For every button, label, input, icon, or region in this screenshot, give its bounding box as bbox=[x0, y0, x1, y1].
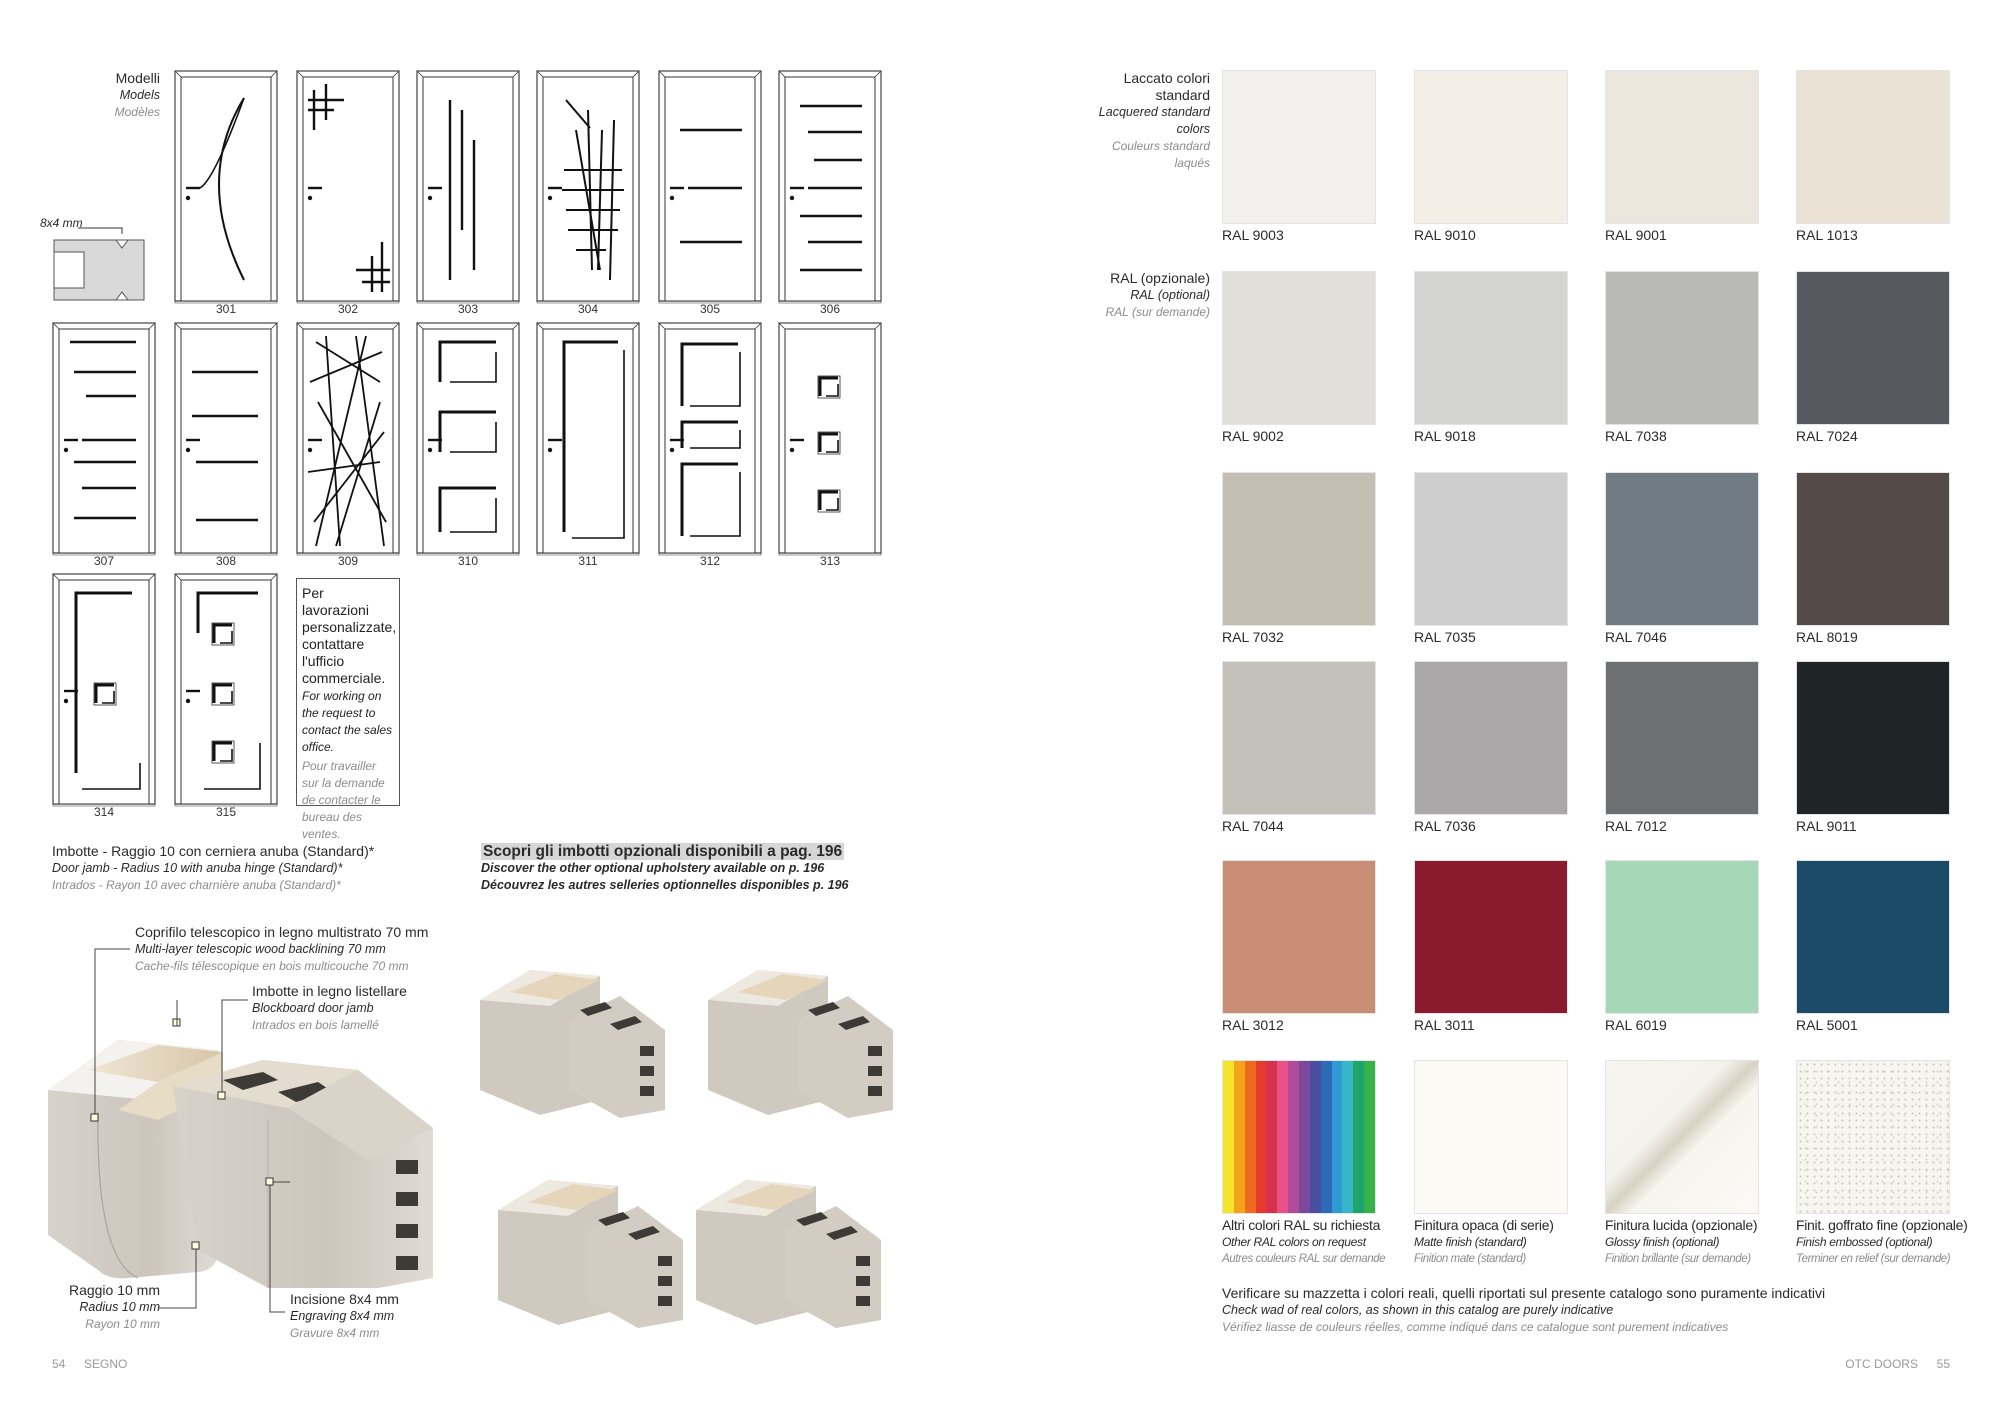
models-heading-fr: Modèles bbox=[114, 105, 160, 119]
color-swatch bbox=[1414, 860, 1568, 1014]
door-number: 304 bbox=[577, 302, 599, 316]
door-model-304 bbox=[536, 70, 640, 316]
finish-label bbox=[1605, 1217, 1795, 1268]
color-swatch-label: RAL 7035 bbox=[1414, 629, 1476, 645]
imbotte-it: Imbotte in legno listellare bbox=[252, 983, 407, 999]
finish-label-it: Finitura lucida (opzionale) bbox=[1605, 1217, 1758, 1233]
color-swatch bbox=[1222, 661, 1376, 815]
swatch-matte bbox=[1414, 1060, 1568, 1214]
lacquered-fr: Couleurs standard laqués bbox=[1111, 139, 1210, 170]
door-number: 301 bbox=[215, 302, 237, 316]
door-model-311 bbox=[536, 322, 640, 568]
raggio-fr: Rayon 10 mm bbox=[85, 1317, 160, 1331]
finish-label-fr: Autres couleurs RAL sur demande bbox=[1222, 1253, 1386, 1265]
rainbow-stripe bbox=[1223, 1061, 1234, 1213]
color-swatch-label: RAL 7024 bbox=[1796, 428, 1858, 444]
color-swatch-label: RAL 9018 bbox=[1414, 428, 1476, 444]
color-swatch-label: RAL 1013 bbox=[1796, 227, 1858, 243]
finish-label-fr: Finition brillante (sur demande) bbox=[1605, 1253, 1751, 1265]
left-footer-name: SEGNO bbox=[84, 1357, 128, 1371]
annotation-imbotte bbox=[252, 983, 407, 1034]
disclaimer bbox=[1222, 1285, 1825, 1336]
door-number: 309 bbox=[337, 554, 359, 568]
ral-heading-it: RAL (opzionale) bbox=[1110, 270, 1210, 286]
annotation-leaders bbox=[0, 0, 460, 1330]
door-drawing bbox=[778, 322, 882, 562]
annotation-coprifilo bbox=[135, 924, 428, 975]
color-swatch-label: RAL 5001 bbox=[1796, 1017, 1858, 1033]
color-swatch bbox=[1796, 661, 1950, 815]
door-number: 310 bbox=[457, 554, 479, 568]
jamb-en: Door jamb - Radius 10 with anuba hinge (Standard)* bbox=[52, 861, 343, 875]
door-drawing bbox=[536, 70, 640, 310]
color-swatch-label: RAL 9002 bbox=[1222, 428, 1284, 444]
jamb-fr: Intrados - Rayon 10 avec charnière anuba (Standard)* bbox=[52, 878, 341, 892]
door-number: 306 bbox=[819, 302, 841, 316]
ral-heading-fr: RAL (sur demande) bbox=[1105, 305, 1210, 319]
color-swatch-label: RAL 7012 bbox=[1605, 818, 1667, 834]
door-number: 314 bbox=[93, 805, 115, 819]
door-model-312 bbox=[658, 322, 762, 568]
left-footer bbox=[52, 1357, 127, 1371]
finish-label-it: Finit. goffrato fine (opzionale) bbox=[1796, 1217, 1968, 1233]
finish-label-fr: Finition mate (standard) bbox=[1414, 1253, 1526, 1265]
finish-label-en: Matte finish (standard) bbox=[1414, 1235, 1527, 1249]
raggio-en: Radius 10 mm bbox=[79, 1300, 160, 1314]
color-swatch bbox=[1796, 70, 1950, 224]
models-heading-it: Modelli bbox=[115, 70, 160, 86]
door-number: 312 bbox=[699, 554, 721, 568]
coprifilo-fr: Cache-fils télescopique en bois multicouche 70 mm bbox=[135, 959, 409, 973]
door-drawing bbox=[778, 70, 882, 310]
color-swatch bbox=[1414, 472, 1568, 626]
lacquered-heading bbox=[1090, 70, 1210, 172]
door-number: 308 bbox=[215, 554, 237, 568]
swatch-rainbow bbox=[1222, 1060, 1376, 1214]
color-swatch-label: RAL 6019 bbox=[1605, 1017, 1667, 1033]
rainbow-stripe bbox=[1234, 1061, 1245, 1213]
rainbow-stripe bbox=[1299, 1061, 1310, 1213]
finish-label bbox=[1796, 1217, 1986, 1268]
profile-label: 8x4 mm bbox=[40, 216, 83, 230]
lacquered-it: Laccato colori standard bbox=[1123, 70, 1210, 103]
door-drawing bbox=[536, 322, 640, 562]
finish-label bbox=[1414, 1217, 1604, 1268]
incisione-it: Incisione 8x4 mm bbox=[290, 1291, 399, 1307]
rainbow-stripe bbox=[1277, 1061, 1288, 1213]
color-swatch bbox=[1605, 860, 1759, 1014]
rainbow-stripe bbox=[1342, 1061, 1353, 1213]
rainbow-stripe bbox=[1353, 1061, 1364, 1213]
custom-note-en: For working on the request to contact the sales office. bbox=[302, 689, 393, 754]
door-number: 307 bbox=[93, 554, 115, 568]
disclaimer-en: Check wad of real colors, as shown in this catalog are purely indicative bbox=[1222, 1303, 1614, 1317]
door-number: 313 bbox=[819, 554, 841, 568]
swatch-glossy bbox=[1605, 1060, 1759, 1214]
color-swatch bbox=[1414, 70, 1568, 224]
discover-it: Scopri gli imbotti opzionali disponibili a pag. 196 bbox=[483, 843, 843, 860]
incisione-fr: Gravure 8x4 mm bbox=[290, 1326, 380, 1340]
lacquered-en: Lacquered standard colors bbox=[1098, 105, 1210, 136]
color-swatch bbox=[1605, 70, 1759, 224]
color-swatch-label: RAL 8019 bbox=[1796, 629, 1858, 645]
rainbow-stripe bbox=[1310, 1061, 1321, 1213]
optional-jamb-3 bbox=[498, 1160, 688, 1335]
color-swatch-label: RAL 9011 bbox=[1796, 818, 1857, 834]
color-swatch bbox=[1605, 271, 1759, 425]
color-swatch bbox=[1796, 472, 1950, 626]
color-swatch-label: RAL 7046 bbox=[1605, 629, 1667, 645]
annotation-raggio bbox=[40, 1282, 160, 1333]
right-footer bbox=[1800, 1357, 1950, 1371]
finish-label-it: Finitura opaca (di serie) bbox=[1414, 1217, 1554, 1233]
color-swatch-label: RAL 7036 bbox=[1414, 818, 1476, 834]
door-drawing bbox=[658, 322, 762, 562]
finish-label-en: Finish embossed (optional) bbox=[1796, 1235, 1933, 1249]
color-swatch bbox=[1222, 472, 1376, 626]
swatch-embossed bbox=[1796, 1060, 1950, 1214]
door-number: 303 bbox=[457, 302, 479, 316]
models-heading-en: Models bbox=[119, 88, 160, 102]
color-swatch-label: RAL 9001 bbox=[1605, 227, 1667, 243]
color-swatch bbox=[1222, 271, 1376, 425]
color-swatch bbox=[1414, 661, 1568, 815]
left-page-number: 54 bbox=[52, 1357, 66, 1371]
door-model-306 bbox=[778, 70, 882, 316]
custom-note-it: Per lavorazioni personalizzate, contattare l'ufficio commerciale. bbox=[302, 585, 397, 686]
coprifilo-en: Multi-layer telescopic wood backlining 70 mm bbox=[135, 942, 386, 956]
door-number: 315 bbox=[215, 805, 237, 819]
discover-link bbox=[481, 843, 849, 894]
color-swatch-label: RAL 9010 bbox=[1414, 227, 1476, 243]
finish-label-fr: Terminer en relief (sur demande) bbox=[1796, 1253, 1951, 1265]
rainbow-stripe bbox=[1332, 1061, 1343, 1213]
rainbow-stripe bbox=[1288, 1061, 1299, 1213]
color-swatch bbox=[1605, 472, 1759, 626]
color-swatch bbox=[1414, 271, 1568, 425]
disclaimer-fr: Vérifiez liasse de couleurs réelles, comme indiqué dans ce catalogue sont purement indicatives bbox=[1222, 1320, 1729, 1334]
ral-heading bbox=[1090, 270, 1210, 321]
optional-jamb-1 bbox=[480, 950, 670, 1125]
color-swatch bbox=[1796, 271, 1950, 425]
rainbow-stripe bbox=[1321, 1061, 1332, 1213]
color-swatch-label: RAL 7032 bbox=[1222, 629, 1284, 645]
jamb-it: Imbotte - Raggio 10 con cerniera anuba (Standard)* bbox=[52, 843, 375, 859]
coprifilo-it: Coprifilo telescopico in legno multistrato 70 mm bbox=[135, 924, 429, 940]
raggio-it: Raggio 10 mm bbox=[68, 1282, 160, 1298]
door-number: 311 bbox=[578, 554, 598, 568]
discover-en: Discover the other optional upholstery available on p. 196 bbox=[481, 861, 825, 875]
color-swatch bbox=[1605, 661, 1759, 815]
rainbow-stripe bbox=[1256, 1061, 1267, 1213]
color-swatch-label: RAL 9003 bbox=[1222, 227, 1284, 243]
color-swatch bbox=[1222, 860, 1376, 1014]
imbotte-fr: Intrados en bois lamellé bbox=[252, 1018, 379, 1032]
color-swatch-label: RAL 3012 bbox=[1222, 1017, 1284, 1033]
annotation-incisione bbox=[290, 1291, 399, 1342]
door-model-305 bbox=[658, 70, 762, 316]
finish-label-en: Glossy finish (optional) bbox=[1605, 1235, 1720, 1249]
color-swatch-label: RAL 3011 bbox=[1414, 1017, 1475, 1033]
color-swatch-label: RAL 7038 bbox=[1605, 428, 1667, 444]
color-swatch bbox=[1796, 860, 1950, 1014]
door-number: 302 bbox=[337, 302, 359, 316]
right-footer-name: OTC DOORS bbox=[1845, 1357, 1918, 1371]
right-page-number: 55 bbox=[1936, 1357, 1950, 1371]
rainbow-stripe bbox=[1245, 1061, 1256, 1213]
incisione-en: Engraving 8x4 mm bbox=[290, 1309, 395, 1323]
optional-jamb-4 bbox=[696, 1160, 886, 1335]
rainbow-stripe bbox=[1364, 1061, 1375, 1213]
door-drawing bbox=[658, 70, 762, 310]
optional-jamb-2 bbox=[708, 950, 898, 1125]
ral-heading-en: RAL (optional) bbox=[1130, 288, 1210, 302]
door-number: 305 bbox=[699, 302, 721, 316]
imbotte-en: Blockboard door jamb bbox=[252, 1001, 374, 1015]
door-model-313 bbox=[778, 322, 882, 568]
custom-note-fr: Pour travailler sur la demande de contacter le bureau des ventes. bbox=[302, 759, 385, 841]
discover-fr: Découvrez les autres selleries optionnelles disponibles p. 196 bbox=[481, 878, 849, 892]
disclaimer-it: Verificare su mazzetta i colori reali, quelli riportati sul presente catalogo sono puramente indicativi bbox=[1222, 1285, 1826, 1301]
color-swatch-label: RAL 7044 bbox=[1222, 818, 1284, 834]
finish-label-en: Other RAL colors on request bbox=[1222, 1235, 1366, 1249]
finish-label-it: Altri colori RAL su richiesta bbox=[1222, 1217, 1381, 1233]
color-swatch bbox=[1222, 70, 1376, 224]
finish-label bbox=[1222, 1217, 1412, 1268]
rainbow-stripe bbox=[1266, 1061, 1277, 1213]
